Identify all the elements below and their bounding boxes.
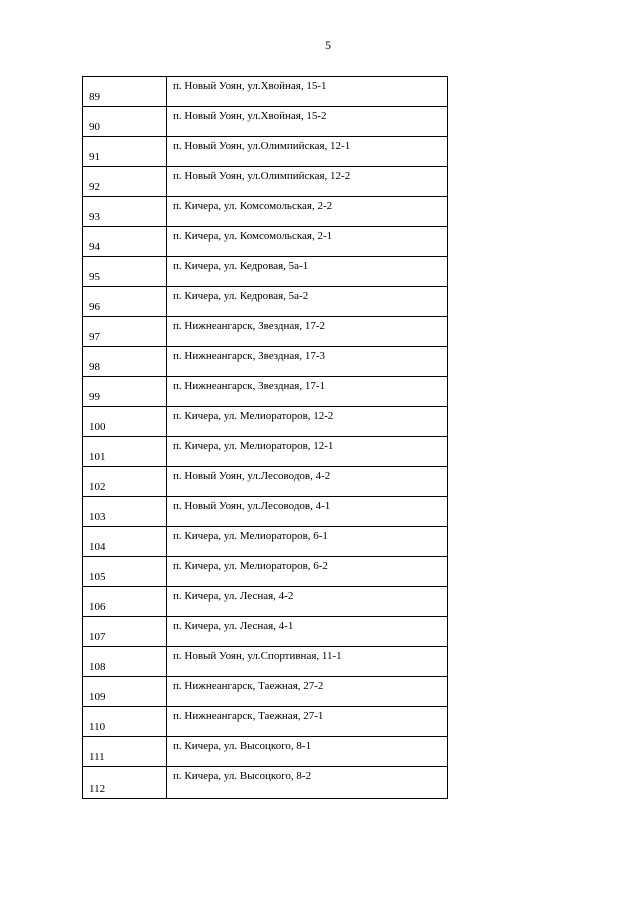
address-cell: п. Нижнеангарск, Звездная, 17-3 bbox=[167, 347, 448, 377]
address-cell: п. Новый Уоян, ул.Лесоводов, 4-1 bbox=[167, 497, 448, 527]
address-cell: п. Новый Уоян, ул.Лесоводов, 4-2 bbox=[167, 467, 448, 497]
row-number-cell: 105 bbox=[83, 557, 167, 587]
table-row bbox=[83, 587, 448, 617]
row-number-cell: 108 bbox=[83, 647, 167, 677]
address-cell: п. Кичера, ул. Мелиораторов, 6-2 bbox=[167, 557, 448, 587]
address-cell: п. Нижнеангарск, Звездная, 17-1 bbox=[167, 377, 448, 407]
address-cell: п. Кичера, ул. Мелиораторов, 6-1 bbox=[167, 527, 448, 557]
address-cell: п. Нижнеангарск, Таежная, 27-2 bbox=[167, 677, 448, 707]
table-row bbox=[83, 77, 448, 107]
table-row bbox=[83, 557, 448, 587]
row-number-cell: 93 bbox=[83, 197, 167, 227]
row-number-cell: 110 bbox=[83, 707, 167, 737]
address-table-body bbox=[83, 77, 448, 799]
row-number-cell: 92 bbox=[83, 167, 167, 197]
table-row bbox=[83, 317, 448, 347]
address-cell: п. Кичера, ул. Комсомольская, 2-2 bbox=[167, 197, 448, 227]
table-row bbox=[83, 527, 448, 557]
row-number-cell: 90 bbox=[83, 107, 167, 137]
row-number-cell: 109 bbox=[83, 677, 167, 707]
row-number-cell: 112 bbox=[83, 767, 167, 799]
table-row bbox=[83, 287, 448, 317]
row-number-cell: 97 bbox=[83, 317, 167, 347]
page-number: 5 bbox=[325, 38, 331, 52]
row-number-cell: 100 bbox=[83, 407, 167, 437]
row-number-cell: 103 bbox=[83, 497, 167, 527]
table-row bbox=[83, 707, 448, 737]
address-cell: п. Кичера, ул. Мелиораторов, 12-2 bbox=[167, 407, 448, 437]
table-row bbox=[83, 407, 448, 437]
table-row bbox=[83, 197, 448, 227]
address-cell: п. Кичера, ул. Лесная, 4-2 bbox=[167, 587, 448, 617]
table-row bbox=[83, 467, 448, 497]
table-row bbox=[83, 647, 448, 677]
address-cell: п. Кичера, ул. Мелиораторов, 12-1 bbox=[167, 437, 448, 467]
row-number-cell: 104 bbox=[83, 527, 167, 557]
row-number-cell: 99 bbox=[83, 377, 167, 407]
address-cell: п. Новый Уоян, ул.Хвойная, 15-2 bbox=[167, 107, 448, 137]
address-cell: п. Нижнеангарск, Звездная, 17-2 bbox=[167, 317, 448, 347]
address-cell: п. Новый Уоян, ул.Олимпийская, 12-2 bbox=[167, 167, 448, 197]
address-cell: п. Новый Уоян, ул.Спортивная, 11-1 bbox=[167, 647, 448, 677]
address-cell: п. Новый Уоян, ул.Хвойная, 15-1 bbox=[167, 77, 448, 107]
table-row bbox=[83, 107, 448, 137]
row-number-cell: 98 bbox=[83, 347, 167, 377]
address-cell: п. Кичера, ул. Кедровая, 5а-2 bbox=[167, 287, 448, 317]
address-cell: п. Нижнеангарск, Таежная, 27-1 bbox=[167, 707, 448, 737]
address-cell: п. Новый Уоян, ул.Олимпийская, 12-1 bbox=[167, 137, 448, 167]
address-cell: п. Кичера, ул. Высоцкого, 8-2 bbox=[167, 767, 448, 799]
table-row bbox=[83, 737, 448, 767]
address-table bbox=[82, 76, 448, 799]
table-row bbox=[83, 767, 448, 799]
table-row bbox=[83, 347, 448, 377]
row-number-cell: 111 bbox=[83, 737, 167, 767]
row-number-cell: 102 bbox=[83, 467, 167, 497]
row-number-cell: 96 bbox=[83, 287, 167, 317]
row-number-cell: 107 bbox=[83, 617, 167, 647]
row-number-cell: 106 bbox=[83, 587, 167, 617]
address-cell: п. Кичера, ул. Лесная, 4-1 bbox=[167, 617, 448, 647]
table-row bbox=[83, 677, 448, 707]
address-cell: п. Кичера, ул. Комсомольская, 2-1 bbox=[167, 227, 448, 257]
row-number-cell: 101 bbox=[83, 437, 167, 467]
row-number-cell: 91 bbox=[83, 137, 167, 167]
table-row bbox=[83, 437, 448, 467]
row-number-cell: 95 bbox=[83, 257, 167, 287]
table-row bbox=[83, 377, 448, 407]
table-row bbox=[83, 137, 448, 167]
table-row bbox=[83, 257, 448, 287]
table-row bbox=[83, 167, 448, 197]
address-cell: п. Кичера, ул. Высоцкого, 8-1 bbox=[167, 737, 448, 767]
table-row bbox=[83, 617, 448, 647]
table-row bbox=[83, 497, 448, 527]
row-number-cell: 89 bbox=[83, 77, 167, 107]
address-cell: п. Кичера, ул. Кедровая, 5а-1 bbox=[167, 257, 448, 287]
table-row bbox=[83, 227, 448, 257]
row-number-cell: 94 bbox=[83, 227, 167, 257]
